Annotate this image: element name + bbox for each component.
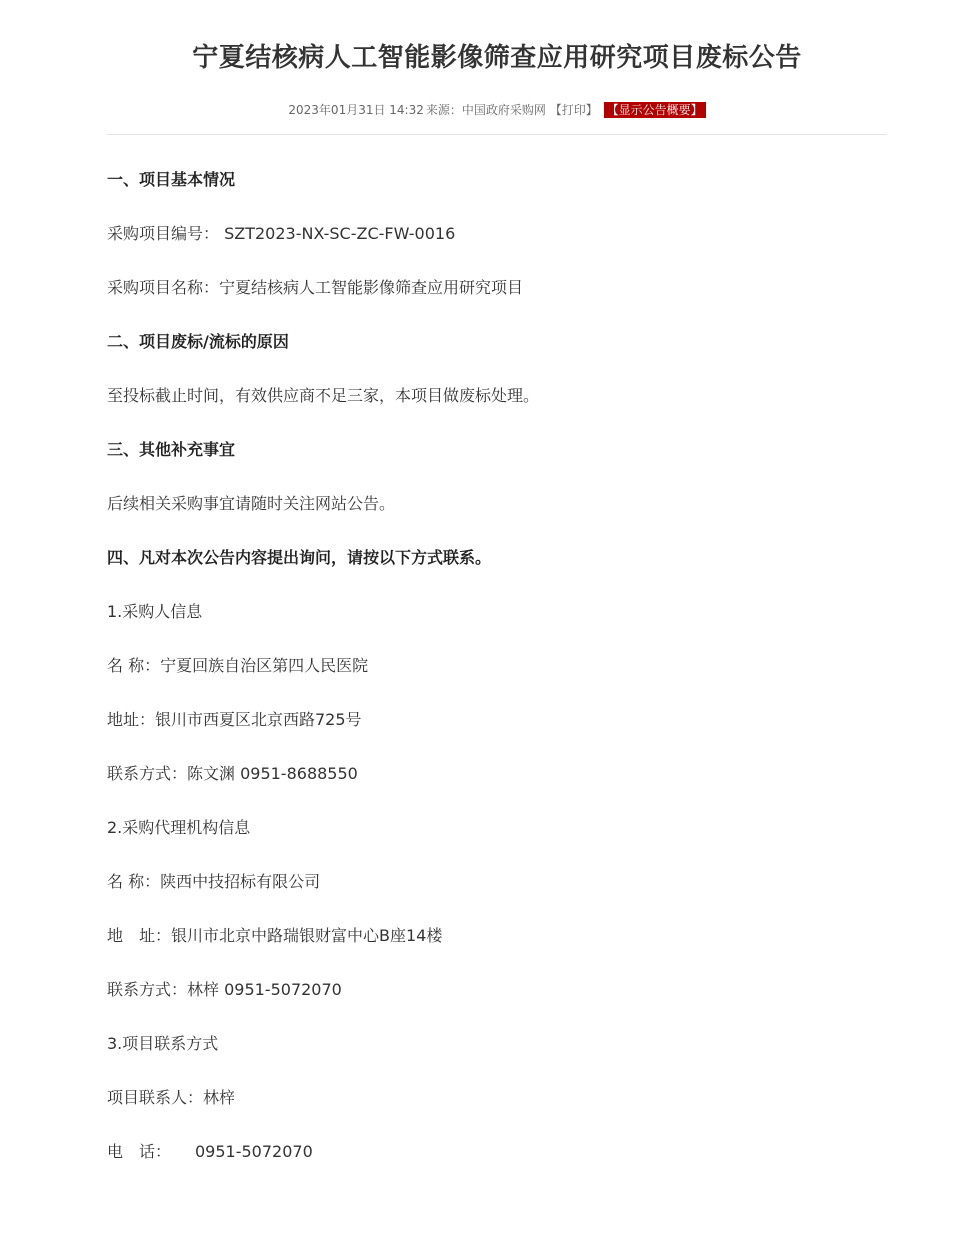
purchaser-address: 地址：银川市西夏区北京西路725号 — [107, 710, 362, 729]
supplement-text: 后续相关采购事宜请随时关注网站公告。 — [107, 494, 396, 513]
source-name: 中国政府采购网 — [461, 103, 546, 117]
agency-heading: 2.采购代理机构信息 — [107, 818, 251, 837]
project-contact-person: 项目联系人：林梓 — [107, 1088, 236, 1107]
article-meta — [107, 101, 887, 119]
agency-name: 名 称：陕西中技招标有限公司 — [107, 872, 321, 891]
project-name: 采购项目名称：宁夏结核病人工智能影像筛查应用研究项目 — [107, 278, 524, 297]
cancel-reason: 至投标截止时间，有效供应商不足三家，本项目做废标处理。 — [107, 386, 540, 405]
print-link[interactable]: 【打印】 — [549, 103, 598, 117]
section1-heading: 一、项目基本情况 — [107, 170, 236, 189]
project-number: 采购项目编号： SZT2023-NX-SC-ZC-FW-0016 — [107, 224, 456, 243]
section4-heading: 四、凡对本次公告内容提出询问，请按以下方式联系。 — [107, 548, 492, 567]
purchaser-contact: 联系方式：陈文渊 0951-8688550 — [107, 764, 358, 783]
publish-datetime: 2023年01月31日 14:32 — [288, 103, 424, 117]
source-label: 来源： — [425, 103, 462, 117]
purchaser-heading: 1.采购人信息 — [107, 602, 203, 621]
page-title: 宁夏结核病人工智能影像筛查应用研究项目废标公告 — [192, 43, 802, 73]
agency-address: 地 址：银川市北京中路瑞银财富中心B座14楼 — [107, 926, 443, 945]
project-phone: 电 话： 0951-5072070 — [107, 1142, 313, 1161]
section2-heading: 二、项目废标/流标的原因 — [107, 332, 289, 351]
section3-heading: 三、其他补充事宜 — [107, 440, 236, 459]
title-divider — [107, 134, 887, 135]
show-summary-button[interactable]: 【显示公告概要】 — [604, 102, 706, 118]
purchaser-name: 名 称：宁夏回族自治区第四人民医院 — [107, 656, 369, 675]
project-contact-heading: 3.项目联系方式 — [107, 1034, 219, 1053]
agency-contact: 联系方式：林梓 0951-5072070 — [107, 980, 342, 999]
